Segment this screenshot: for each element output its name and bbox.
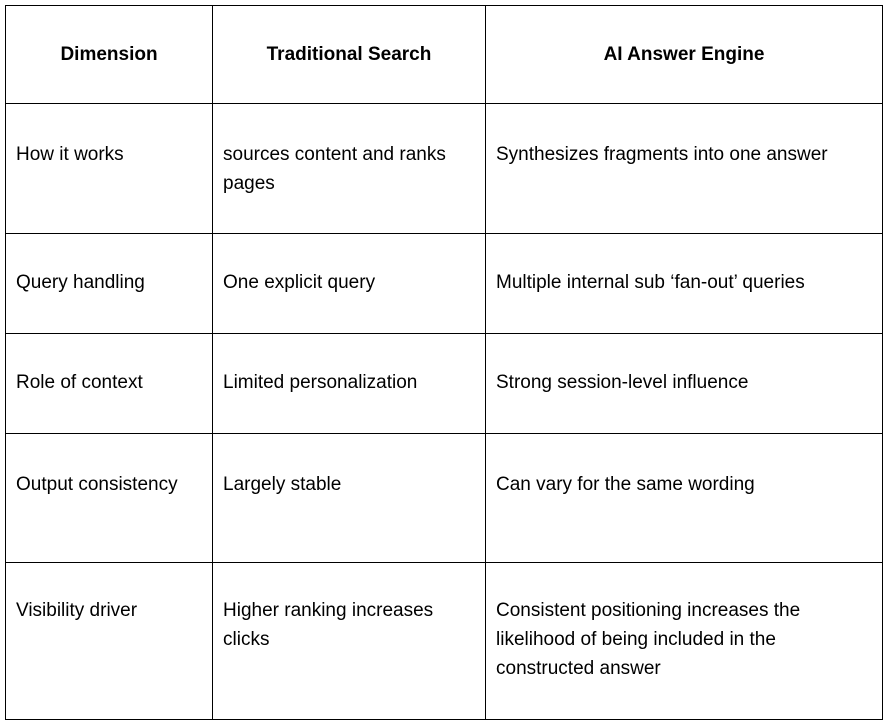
- table-cell-ai: [486, 334, 883, 434]
- cell-text: sources content and ranks pages: [223, 144, 446, 194]
- header-dimension: Dimension: [6, 6, 213, 104]
- cell-text: Higher ranking increases clicks: [223, 600, 434, 650]
- table-cell-ai: [486, 104, 883, 234]
- table-cell-traditional: [213, 434, 486, 563]
- cell-text: Largely stable: [223, 474, 342, 495]
- table-row: [6, 563, 883, 720]
- cell-text: Output consistency: [16, 474, 178, 495]
- table-cell-dimension: [6, 234, 213, 334]
- cell-text: Limited personalization: [223, 372, 418, 393]
- table-row: [6, 434, 883, 563]
- table-cell-ai: [486, 234, 883, 334]
- table-cell-traditional: [213, 334, 486, 434]
- cell-text: One explicit query: [223, 272, 376, 293]
- table-row: [6, 234, 883, 334]
- header-row: [6, 6, 883, 104]
- cell-text: Consistent positioning increases the likelihood of being included in the constructed answer: [496, 600, 801, 679]
- cell-text: Visibility driver: [16, 600, 138, 621]
- table-row: [6, 104, 883, 234]
- table-row: [6, 334, 883, 434]
- table-cell-traditional: [213, 104, 486, 234]
- header-ai-answer-engine: AI Answer Engine: [486, 6, 883, 104]
- table-cell-dimension: [6, 563, 213, 720]
- header-traditional-search: Traditional Search: [213, 6, 486, 104]
- table-cell-traditional: [213, 563, 486, 720]
- cell-text: Synthesizes fragments into one answer: [496, 144, 828, 165]
- cell-text: Query handling: [16, 272, 145, 293]
- table-cell-traditional: [213, 234, 486, 334]
- table-cell-ai: [486, 434, 883, 563]
- cell-text: Role of context: [16, 372, 143, 393]
- comparison-table: [5, 5, 883, 720]
- cell-text: Multiple internal sub ‘fan-out’ queries: [496, 272, 805, 293]
- cell-text: Strong session-level influence: [496, 372, 749, 393]
- table-cell-dimension: [6, 334, 213, 434]
- cell-text: How it works: [16, 144, 124, 165]
- table-cell-dimension: [6, 434, 213, 563]
- cell-text: Can vary for the same wording: [496, 474, 755, 495]
- table-cell-ai: [486, 563, 883, 720]
- table-cell-dimension: [6, 104, 213, 234]
